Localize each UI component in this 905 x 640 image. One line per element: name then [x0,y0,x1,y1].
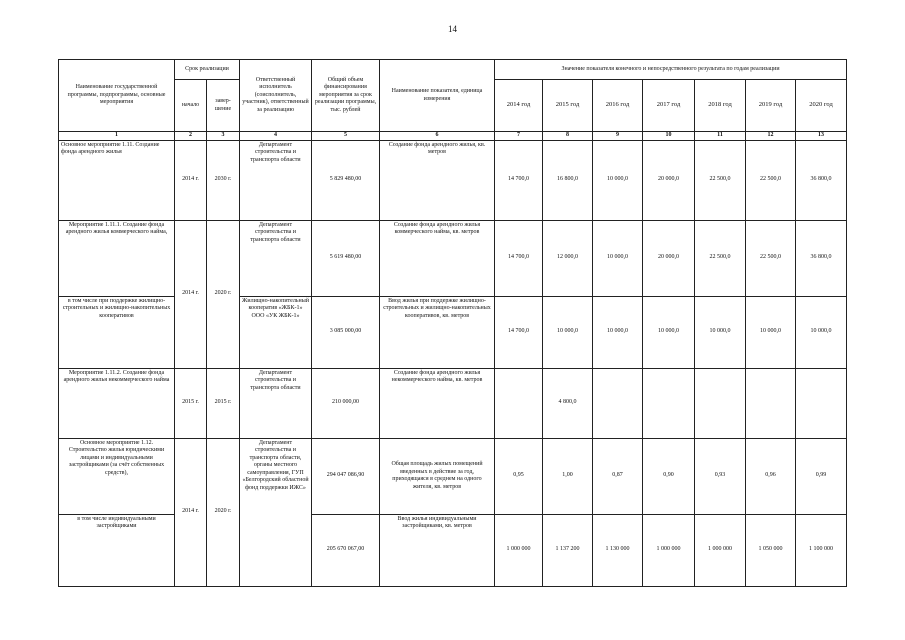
year-value: 14 700,0 [495,296,543,368]
measure-name: Мероприятие 1.11.2. Создание фонда арендного жилья некоммерческого найма [59,368,175,438]
year-value: 1 000 000 [695,514,746,586]
responsible: Департамент строительства и транспорта области [240,220,312,296]
table-row [59,220,847,296]
indicator: Ввод жилья индивидуальными застройщиками, кв. метров [380,514,495,586]
measure-name: в том числе индивидуальными застройщиками [59,514,175,586]
table-row [59,438,847,514]
year-value: 14 700,0 [495,220,543,296]
year-value: 1 137 200 [543,514,593,586]
year-value: 10 000,0 [796,296,847,368]
measure-name: в том числе при поддержке жилищно-строительных и жилищно-накопительных кооперативов [59,296,175,368]
year-value: 20 000,0 [643,140,695,220]
year-value: 0,93 [695,438,746,514]
page-number: 14 [448,24,457,34]
header-responsible: Ответственный исполнитель (соисполнитель, участник), ответственный за реализацию [240,60,312,132]
year-value: 1,00 [543,438,593,514]
column-number: 2 [175,132,207,141]
funding: 205 670 067,00 [312,514,380,586]
header-year: 2018 год [695,80,746,132]
header-funding: Общий объем финансирования мероприятия за срок реализации программы, тыс. рублей [312,60,380,132]
start-year: 2014 г. [175,220,207,368]
year-value [796,368,847,438]
year-value: 0,96 [746,438,796,514]
start-year: 2015 г. [175,368,207,438]
column-number: 9 [593,132,643,141]
year-value: 22 500,0 [695,220,746,296]
year-value [746,368,796,438]
year-value: 36 800,0 [796,140,847,220]
header-year: 2019 год [746,80,796,132]
table-row [59,140,847,220]
indicator: Создание фонда арендного жилья коммерческого найма, кв. метров [380,220,495,296]
start-year: 2014 г. [175,140,207,220]
column-number: 4 [240,132,312,141]
year-value: 4 800,0 [543,368,593,438]
end-year: 2020 г. [207,438,240,586]
funding: 5 829 480,00 [312,140,380,220]
funding: 294 047 086,90 [312,438,380,514]
year-value: 1 100 000 [796,514,847,586]
year-value: 10 000,0 [593,296,643,368]
header-year: 2014 год [495,80,543,132]
responsible: Департамент строительства и транспорта области [240,140,312,220]
year-value: 10 000,0 [593,220,643,296]
table-row [59,368,847,438]
column-number: 12 [746,132,796,141]
column-numbers-row [59,132,847,141]
year-value: 22 500,0 [746,220,796,296]
column-number: 10 [643,132,695,141]
year-value: 0,90 [643,438,695,514]
column-number: 8 [543,132,593,141]
header-start: начало [175,80,207,132]
year-value: 0,95 [495,438,543,514]
year-value: 10 000,0 [643,296,695,368]
year-value [593,368,643,438]
end-year: 2030 г. [207,140,240,220]
column-number: 5 [312,132,380,141]
responsible: Департамент строительства и транспорта области [240,368,312,438]
column-number: 13 [796,132,847,141]
funding: 210 000,00 [312,368,380,438]
year-value: 12 000,0 [543,220,593,296]
column-number: 1 [59,132,175,141]
year-value: 10 000,0 [746,296,796,368]
end-year: 2020 г. [207,220,240,368]
year-value: 10 000,0 [593,140,643,220]
indicator: Создание фонда арендного жилья, кв. метров [380,140,495,220]
header-program-name: Наименование государственной программы, подпрограммы, основные мероприятия [59,60,175,132]
year-value: 10 000,0 [543,296,593,368]
indicator: Ввод жилья при поддержке жилищно-строительных и жилищно-накопительных кооперативов, кв. метров [380,296,495,368]
year-value: 36 800,0 [796,220,847,296]
header-values-group: Значение показателя конечного и непосредственного результата по годам реализации [495,60,847,80]
column-number: 7 [495,132,543,141]
header-year: 2020 год [796,80,847,132]
responsible: Департамент строительства и транспорта области, органы местного самоуправления, ГУП «Белгородский областной фонд поддержки ИЖС» [240,438,312,586]
end-year: 2015 г. [207,368,240,438]
header-year: 2016 год [593,80,643,132]
start-year: 2014 г. [175,438,207,586]
year-value: 0,87 [593,438,643,514]
header-period: Срок реализации [175,60,240,80]
responsible: Жилищно-накопительный кооператив «ЖБК-1» ООО «УК ЖБК-1» [240,296,312,368]
year-value [643,368,695,438]
program-table [58,59,847,587]
funding: 5 619 480,00 [312,220,380,296]
year-value: 22 500,0 [746,140,796,220]
year-value: 20 000,0 [643,220,695,296]
header-year: 2015 год [543,80,593,132]
measure-name: Основное мероприятие 1.12. Строительство жилья юридическими лицами и индивидуальными застройщиками (за счёт собственных средств), [59,438,175,514]
measure-name: Мероприятие 1.11.1. Создание фонда арендного жилья коммерческого найма, [59,220,175,296]
column-number: 11 [695,132,746,141]
year-value: 1 000 000 [495,514,543,586]
measure-name: Основное мероприятие 1.11. Создание фонда арендного жилья [59,140,175,220]
funding: 3 085 000,00 [312,296,380,368]
header-end: завер-шение [207,80,240,132]
year-value: 10 000,0 [695,296,746,368]
year-value: 1 050 000 [746,514,796,586]
year-value [495,368,543,438]
year-value: 14 700,0 [495,140,543,220]
header-indicator: Наименование показателя, единица измерения [380,60,495,132]
year-value: 1 130 000 [593,514,643,586]
column-number: 3 [207,132,240,141]
indicator: Создание фонда арендного жилья некоммерческого найма, кв. метров [380,368,495,438]
year-value: 22 500,0 [695,140,746,220]
column-number: 6 [380,132,495,141]
year-value: 16 800,0 [543,140,593,220]
year-value [695,368,746,438]
year-value: 1 000 000 [643,514,695,586]
header-year: 2017 год [643,80,695,132]
indicator: Общая площадь жилых помещений введенных в действие за год, приходящаяся в среднем на одного жителя, кв. метров [380,438,495,514]
year-value: 0,99 [796,438,847,514]
